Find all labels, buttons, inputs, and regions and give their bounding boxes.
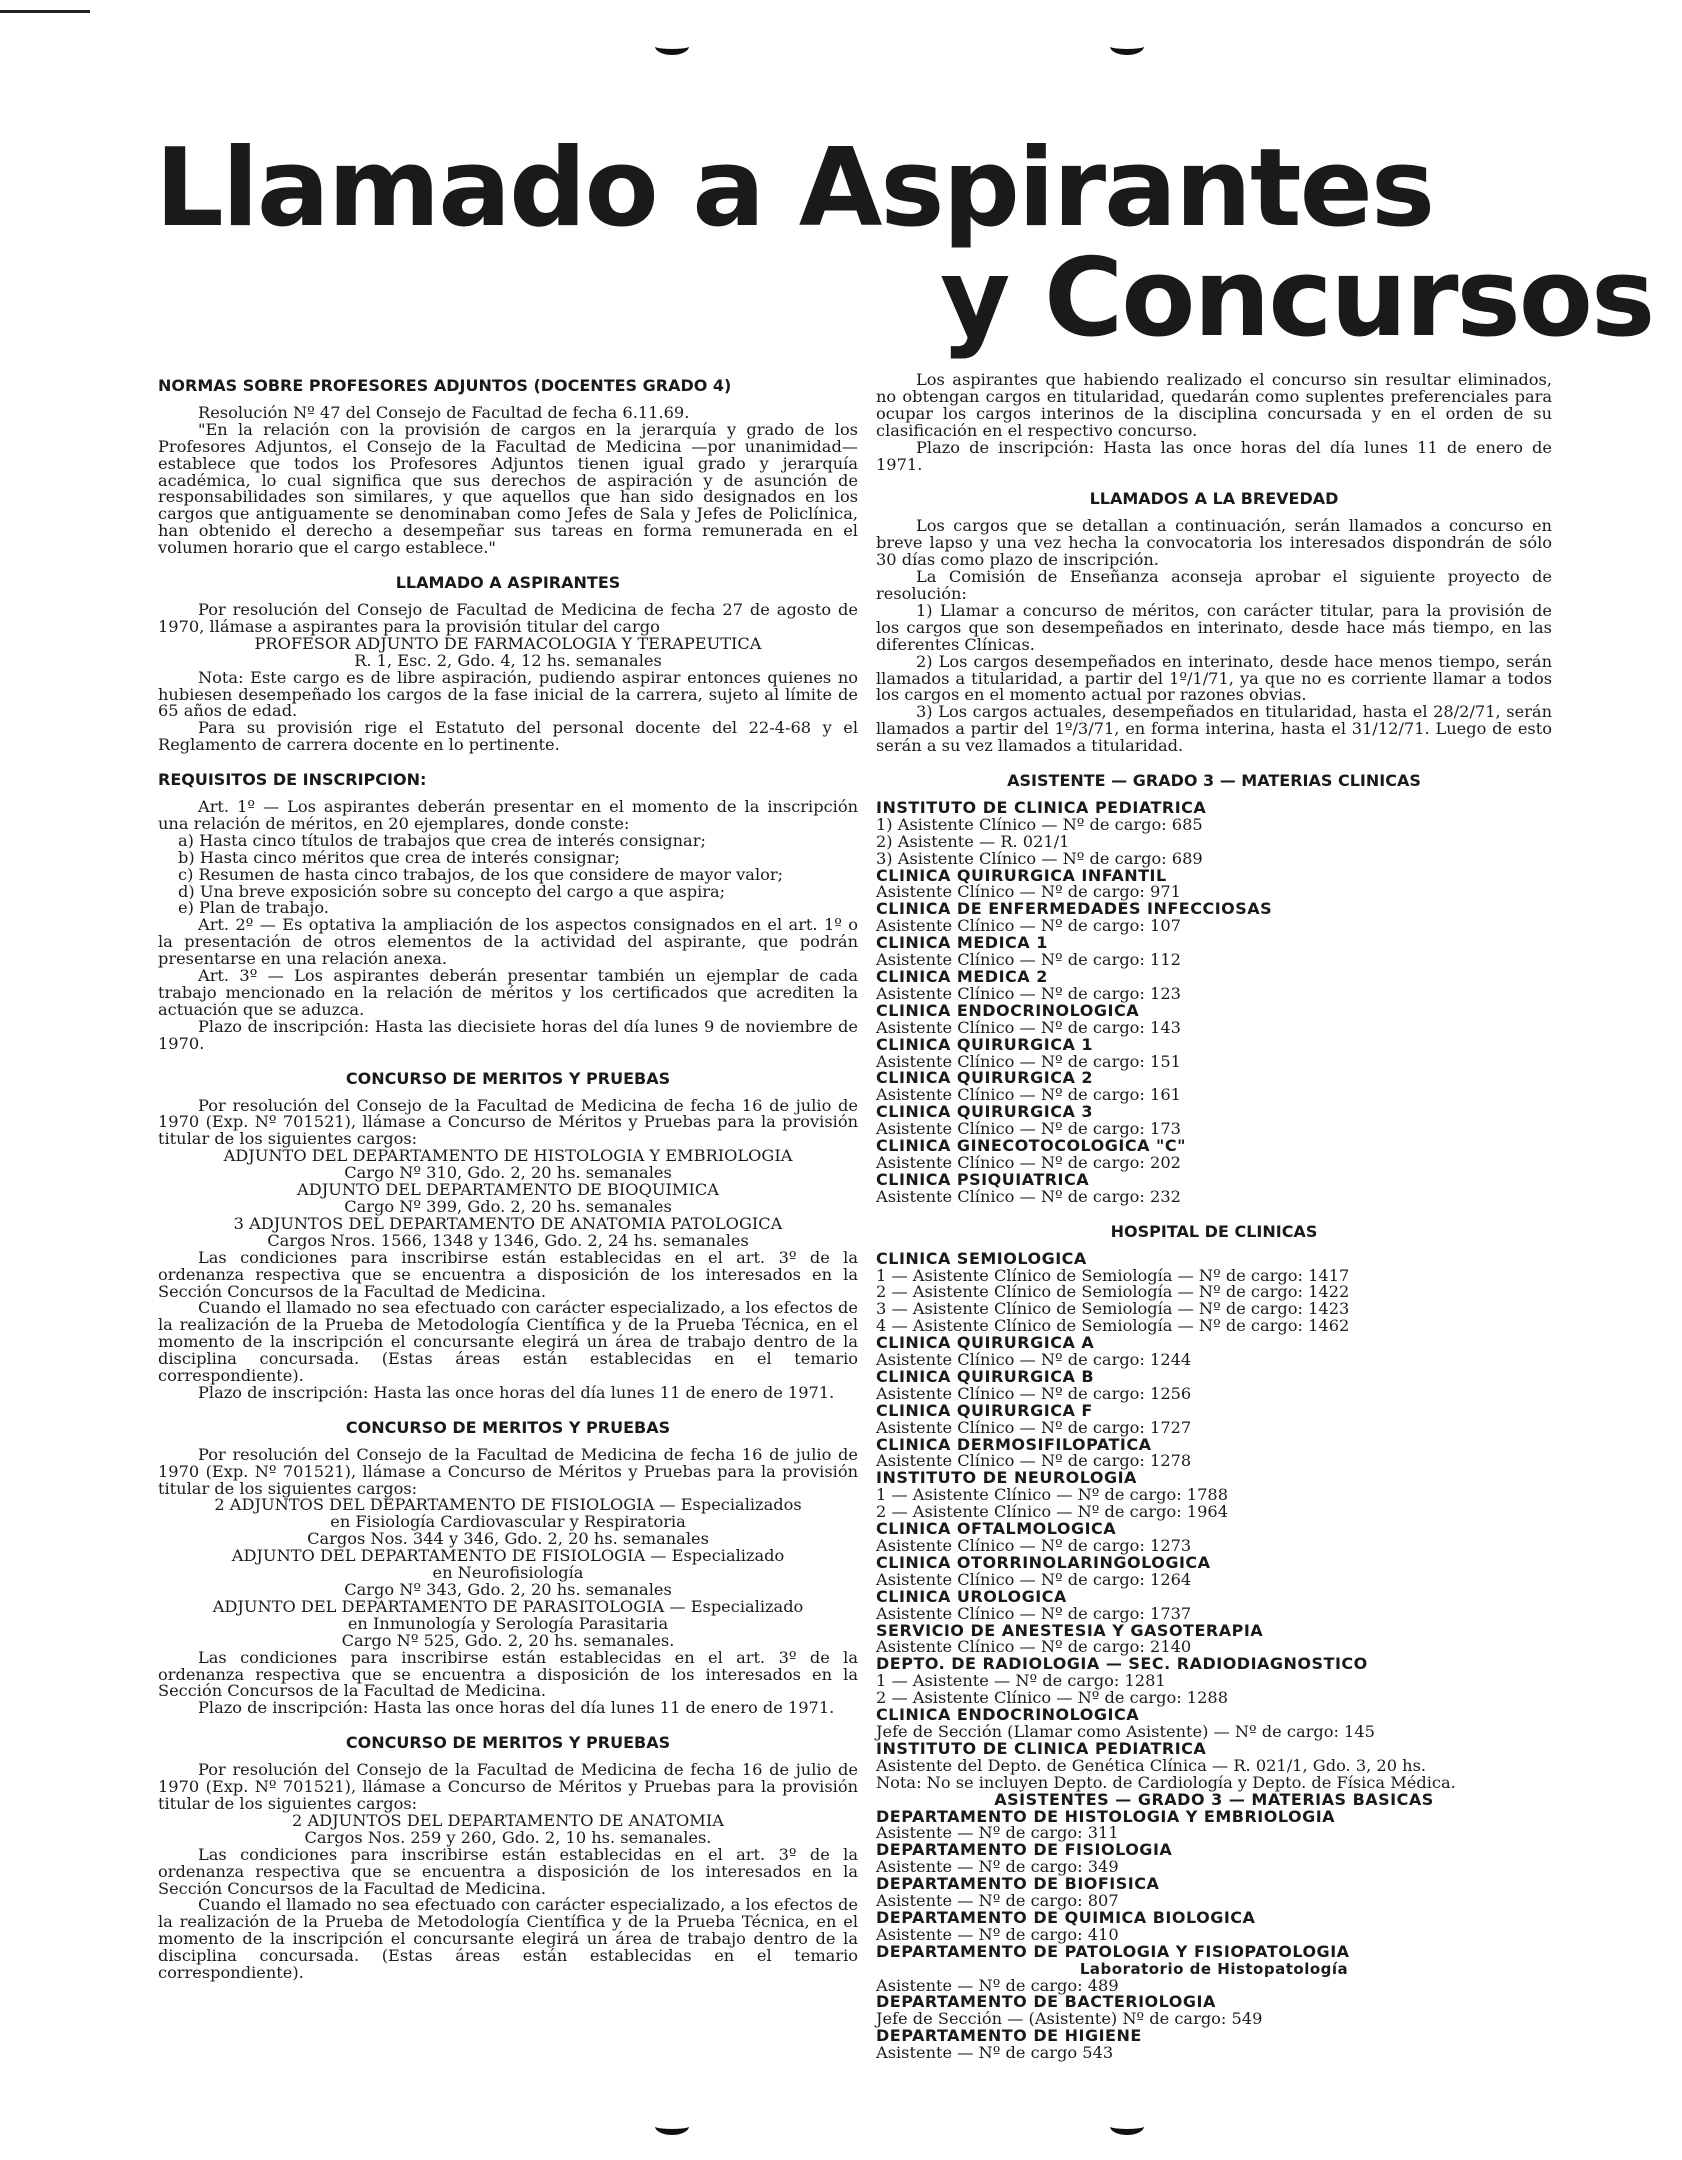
cargo-entry: Asistente Clínico — Nº de cargo: 1256 — [876, 1383, 1192, 1403]
llamado-cargo-detail: R. 1, Esc. 2, Gdo. 4, 12 hs. semanales — [354, 650, 662, 670]
normas-quote: "En la relación con la provisión de cargos en la jerarquía y grado de los Profesores Adjuntos, el Consejo de la Facultad de Medicina —por unanimidad— establece que todos los Profesores Adjuntos tienen igual grado y jerarquía académica, lo cual significa que sus derechos de aspiración y de asunción de responsabilidades son similares, y que aquellos que han sido designados en los cargos que antiguamente se denominaban como Jefes de Sala y Jefes de Policlínica, han obtenido el derecho a desempeñar sus tareas en forma remunerada en el volumen horario que el cargo establece." — [158, 419, 858, 558]
requisitos-art2: Art. 2º — Es optativa la ampliación de los aspectos consignados en el art. 1º o la presentación de otros elementos de la actividad del aspirante, que podrán presentarse en una relación anexa. — [158, 915, 858, 969]
department-name: CLINICA QUIRURGICA INFANTIL — [876, 865, 1167, 885]
cargo-entry: 2) Asistente — R. 021/1 — [876, 831, 1070, 851]
page-title-line-1: Llamado a Aspirantes — [155, 126, 1434, 251]
normas-heading: NORMAS SOBRE PROFESORES ADJUNTOS (DOCENTES GRADO 4) — [158, 376, 732, 395]
department-name: DEPARTAMENTO DE HIGIENE — [876, 2026, 1142, 2046]
department-name: CLINICA QUIRURGICA B — [876, 1366, 1095, 1386]
concurso-3-line: 2 ADJUNTOS DEL DEPARTAMENTO DE ANATOMIA — [292, 1810, 724, 1830]
cargo-entry: 4 — Asistente Clínico de Semiología — Nº de cargo: 1462 — [876, 1316, 1350, 1336]
concurso-2-line: en Inmunología y Serología Parasitaria — [347, 1613, 669, 1633]
concurso-2-line: ADJUNTO DEL DEPARTAMENTO DE FISIOLOGIA — Especializado — [231, 1546, 785, 1566]
cargo-entry: Nota: No se incluyen Depto. de Cardiología y Depto. de Física Médica. — [876, 1772, 1456, 1792]
concurso-3-condiciones: Las condiciones para inscribirse están establecidas en el art. 3º de la ordenanza respectiva que se encuentra a disposición de los interesados en la Sección Concursos de la Facultad de Medicina. — [158, 1844, 858, 1898]
cargo-entry: Jefe de Sección — (Asistente) Nº de cargo: 549 — [876, 2009, 1263, 2029]
cargo-entry: Asistente Clínico — Nº de cargo: 2140 — [876, 1637, 1192, 1657]
department-name: CLINICA MEDICA 1 — [876, 933, 1048, 953]
concurso-2-condiciones: Las condiciones para inscribirse están establecidas en el art. 3º de la ordenanza respectiva que se encuentra a disposición de los interesados en la Sección Concursos de la Facultad de Medicina. — [158, 1647, 858, 1701]
normas-resolution: Resolución Nº 47 del Consejo de Facultad de fecha 6.11.69. — [198, 402, 690, 422]
brevedad-paragraph: Los cargos que se detallan a continuación, serán llamados a concurso en breve lapso y una vez hecha la convocatoria los interesados dispondrán de sólo 30 días como plazo de inscripción. — [876, 516, 1552, 570]
department-name: CLINICA SEMIOLOGICA — [876, 1248, 1087, 1268]
department-name: DEPARTAMENTO DE BACTERIOLOGIA — [876, 1992, 1216, 2012]
department-name: CLINICA QUIRURGICA 3 — [876, 1102, 1094, 1122]
page-title-line-2: y Concursos — [940, 236, 1654, 361]
llamado-nota: Nota: Este cargo es de libre aspiración, pudiendo aspirar entonces quienes no hubiesen desempeñado los cargos de la fase inicial de la carrera, sujeto al límite de 65 años de edad. — [158, 667, 858, 721]
department-name: CLINICA ENDOCRINOLOGICA — [876, 1000, 1140, 1020]
cargo-entry: Asistente Clínico — Nº de cargo: 1737 — [876, 1603, 1192, 1623]
concurso-2-paragraph: Por resolución del Consejo de la Facultad de Medicina de fecha 16 de julio de 1970 (Exp. Nº 701521), llámase a Concurso de Méritos y Pruebas para la provisión titular de los siguientes cargos: — [158, 1444, 858, 1498]
concurso-1-line: ADJUNTO DEL DEPARTAMENTO DE BIOQUIMICA — [297, 1180, 719, 1200]
section-heading: ASISTENTES — GRADO 3 — MATERIAS BASICAS — [994, 1789, 1434, 1809]
department-name: DEPARTAMENTO DE QUIMICA BIOLOGICA — [876, 1907, 1256, 1927]
concurso-1-line: ADJUNTO DEL DEPARTAMENTO DE HISTOLOGIA Y EMBRIOLOGIA — [223, 1146, 793, 1166]
concurso-1-heading: CONCURSO DE MERITOS Y PRUEBAS — [345, 1068, 671, 1088]
concurso-2-line: ADJUNTO DEL DEPARTAMENTO DE PARASITOLOGIA — Especializado — [212, 1596, 804, 1616]
intro-suplentes: Los aspirantes que habiendo realizado el concurso sin resultar eliminados, no obtengan cargos en titularidad, quedarán como suplentes preferenciales para ocupar los cargos interinos de la disciplina concursada y en el orden de su clasificación en el respectivo concurso. — [876, 370, 1552, 440]
department-name: DEPARTAMENTO DE BIOFISICA — [876, 1874, 1160, 1894]
cargo-entry: Asistente Clínico — Nº de cargo: 1273 — [876, 1536, 1192, 1555]
cargo-entry: Asistente Clínico — Nº de cargo: 123 — [876, 983, 1181, 1003]
requisitos-item: c) Resumen de hasta cinco trabajos, de los que considere de mayor valor; — [178, 864, 784, 884]
registration-mark-top-right — [1110, 38, 1144, 55]
brevedad-paragraph: La Comisión de Enseñanza aconseja aprobar el siguiente proyecto de resolución: — [876, 567, 1552, 603]
concurso-2-heading: CONCURSO DE MERITOS Y PRUEBAS — [345, 1417, 671, 1437]
concurso-2-plazo: Plazo de inscripción: Hasta las once horas del día lunes 11 de enero de 1971. — [198, 1698, 835, 1718]
cargo-entry: Asistente — Nº de cargo: 410 — [876, 1924, 1119, 1944]
cargo-entry: Asistente Clínico — Nº de cargo: 1278 — [876, 1451, 1192, 1471]
department-name: CLINICA DE ENFERMEDADES INFECCIOSAS — [876, 899, 1273, 919]
department-name: CLINICA UROLOGICA — [876, 1586, 1067, 1606]
cargo-entry: Asistente Clínico — Nº de cargo: 143 — [876, 1017, 1181, 1037]
cargo-entry: Asistente Clínico — Nº de cargo: 1264 — [876, 1569, 1192, 1589]
concurso-1-line: Cargo Nº 310, Gdo. 2, 20 hs. semanales — [344, 1163, 672, 1183]
requisitos-plazo: Plazo de inscripción: Hasta las diecisiete horas del día lunes 9 de noviembre de 1970. — [158, 1016, 858, 1053]
brevedad-heading: LLAMADOS A LA BREVEDAD — [1089, 489, 1339, 509]
concurso-1-line: 3 ADJUNTOS DEL DEPARTAMENTO DE ANATOMIA PATOLOGICA — [233, 1213, 783, 1233]
cargo-entry: Asistente del Depto. de Genética Clínica — R. 021/1, Gdo. 3, 20 hs. — [876, 1755, 1427, 1775]
asistente-clinicas-heading: ASISTENTE — GRADO 3 — MATERIAS CLINICAS — [1007, 771, 1421, 791]
cargo-entry: 1 — Asistente — Nº de cargo: 1281 — [876, 1671, 1166, 1691]
brevedad-paragraph: 2) Los cargos desempeñados en interinato, desde hace menos tiempo, serán llamados a titularidad, a partir del 1º/1/71, ya que no es corriente llamar a todos los cargos en el momento actual por razones obvias. — [876, 651, 1552, 705]
department-name: CLINICA QUIRURGICA 1 — [876, 1034, 1094, 1054]
concurso-1-line: Cargo Nº 399, Gdo. 2, 20 hs. semanales — [344, 1196, 672, 1216]
requisitos-item: e) Plan de trabajo. — [178, 898, 329, 918]
cargo-entry: Asistente — Nº de cargo: 311 — [876, 1823, 1119, 1843]
sub-department-name: Laboratorio de Histopatología — [1079, 1959, 1349, 1978]
department-name: CLINICA MEDICA 2 — [876, 967, 1048, 986]
cargo-entry: 3 — Asistente Clínico de Semiología — Nº de cargo: 1423 — [876, 1299, 1350, 1319]
concurso-3-heading: CONCURSO DE MERITOS Y PRUEBAS — [345, 1733, 671, 1753]
brevedad-paragraph: 1) Llamar a concurso de méritos, con carácter titular, para la provisión de los cargos que son desempeñados en interinato, desde hace más tiempo, en las diferentes Clínicas. — [876, 600, 1552, 654]
intro-plazo: Plazo de inscripción: Hasta las once horas del día lunes 11 de enero de 1971. — [876, 437, 1552, 474]
cargo-entry: Jefe de Sección (Llamar como Asistente) — Nº de cargo: 145 — [876, 1721, 1375, 1741]
hospital-heading: HOSPITAL DE CLINICAS — [1110, 1221, 1318, 1241]
requisitos-item: d) Una breve exposición sobre su concepto del cargo a que aspira; — [178, 881, 726, 901]
cargo-entry: Asistente Clínico — Nº de cargo: 202 — [876, 1152, 1181, 1172]
concurso-2-line: en Fisiología Cardiovascular y Respiratoria — [330, 1512, 686, 1532]
department-name: CLINICA QUIRURGICA A — [876, 1333, 1095, 1353]
brevedad-paragraph: 3) Los cargos actuales, desempeñados en titularidad, hasta el 28/2/71, serán llamados a partir del 1º/3/71, en forma interina, hasta el 31/12/71. Luego de esto serán a su vez llamados a titularidad. — [876, 702, 1552, 756]
llamado-heading: LLAMADO A ASPIRANTES — [395, 573, 621, 593]
left-column — [158, 378, 858, 1982]
concurso-3-paragraph: Por resolución del Consejo de la Facultad de Medicina de fecha 16 de julio de 1970 (Exp. Nº 701521), llámase a Concurso de Méritos y Pruebas para la provisión titular de los siguientes cargos: — [158, 1760, 858, 1813]
concurso-1-paragraph: Por resolución del Consejo de la Facultad de Medicina de fecha 16 de julio de 1970 (Exp. Nº 701521), llámase a Concurso de Méritos y Pruebas para la provisión titular de los siguientes cargos: — [158, 1095, 858, 1149]
cargo-entry: Asistente Clínico — Nº de cargo: 107 — [876, 916, 1181, 936]
requisitos-art1: Art. 1º — Los aspirantes deberán presentar en el momento de la inscripción una relación de méritos, en 20 ejemplares, donde conste: — [158, 797, 858, 833]
department-name: CLINICA GINECOTOCOLOGICA "C" — [876, 1136, 1186, 1156]
cargo-entry: 1 — Asistente Clínico de Semiología — Nº de cargo: 1417 — [876, 1265, 1350, 1285]
llamado-cargo: PROFESOR ADJUNTO DE FARMACOLOGIA Y TERAPEUTICA — [254, 633, 762, 653]
top-rule — [0, 10, 90, 13]
cargo-entry: Asistente Clínico — Nº de cargo: 112 — [876, 950, 1181, 970]
department-name: SERVICIO DE ANESTESIA Y GASOTERAPIA — [876, 1620, 1264, 1640]
cargo-entry: Asistente Clínico — Nº de cargo: 151 — [876, 1051, 1181, 1071]
asistente-clinicas-list — [876, 797, 1552, 1206]
concurso-1-plazo: Plazo de inscripción: Hasta las once horas del día lunes 11 de enero de 1971. — [198, 1382, 835, 1402]
cargo-entry: 2 — Asistente Clínico — Nº de cargo: 1964 — [876, 1502, 1228, 1522]
concurso-2-line: 2 ADJUNTOS DEL DEPARTAMENTO DE FISIOLOGIA — Especializados — [214, 1495, 802, 1515]
registration-mark-bottom-right — [1110, 2118, 1144, 2135]
concurso-3-line: Cargos Nos. 259 y 260, Gdo. 2, 10 hs. semanales. — [304, 1827, 712, 1847]
department-name: DEPTO. DE RADIOLOGIA — SEC. RADIODIAGNOSTICO — [876, 1654, 1368, 1674]
cargo-entry: Asistente — Nº de cargo: 807 — [876, 1891, 1119, 1911]
department-name: CLINICA QUIRURGICA 2 — [876, 1068, 1094, 1088]
department-name: INSTITUTO DE NEUROLOGIA — [876, 1468, 1137, 1488]
requisitos-item: a) Hasta cinco títulos de trabajos que crea de interés consignar; — [178, 830, 706, 850]
concurso-2-line: Cargo Nº 525, Gdo. 2, 20 hs. semanales. — [341, 1630, 675, 1650]
llamado-paragraph: Por resolución del Consejo de Facultad de Medicina de fecha 27 de agosto de 1970, llámase a aspirantes para la provisión titular del cargo — [158, 599, 858, 636]
department-name: DEPARTAMENTO DE PATOLOGIA Y FISIOPATOLOGIA — [876, 1941, 1350, 1961]
concurso-2-line: Cargos Nos. 344 y 346, Gdo. 2, 20 hs. semanales — [307, 1529, 709, 1549]
cargo-entry: Asistente — Nº de cargo: 349 — [876, 1857, 1119, 1877]
cargo-entry: 2 — Asistente Clínico — Nº de cargo: 1288 — [876, 1688, 1228, 1708]
concurso-1-condiciones: Las condiciones para inscribirse están establecidas en el art. 3º de la ordenanza respectiva que se encuentra a disposición de los interesados en la Sección Concursos de la Facultad de Medicina. — [158, 1247, 858, 1301]
department-name: DEPARTAMENTO DE HISTOLOGIA Y EMBRIOLOGIA — [876, 1806, 1336, 1826]
cargo-entry: Asistente — Nº de cargo 543 — [876, 2043, 1114, 2063]
requisitos-item: b) Hasta cinco méritos que crea de interés consignar; — [178, 847, 620, 867]
llamado-estatuto: Para su provisión rige el Estatuto del personal docente del 22-4-68 y el Reglamento de carrera docente en lo pertinente. — [158, 718, 858, 755]
cargo-entry: 1) Asistente Clínico — Nº de cargo: 685 — [876, 814, 1203, 834]
requisitos-art3: Art. 3º — Los aspirantes deberán presentar también un ejemplar de cada trabajo mencionado en la relación de méritos y los certificados que acrediten la actuación que se aduzca. — [158, 966, 858, 1019]
department-name: CLINICA OFTALMOLOGICA — [876, 1519, 1117, 1539]
department-name: CLINICA PSIQUIATRICA — [876, 1169, 1090, 1189]
cargo-entry: Asistente Clínico — Nº de cargo: 232 — [876, 1186, 1181, 1206]
department-name: CLINICA QUIRURGICA F — [876, 1400, 1093, 1420]
department-name: INSTITUTO DE CLINICA PEDIATRICA — [876, 797, 1207, 817]
registration-mark-top-left — [655, 38, 689, 55]
concurso-1-especializado: Cuando el llamado no sea efectuado con carácter especializado, a los efectos de la realización de la Prueba de Metodología Científica y de la Prueba Técnica, en el momento de la inscripción el concursante elegirá un área de trabajo dentro de la disciplina concursada. (Estas áreas están establecidas en el temario correspondiente). — [158, 1298, 858, 1386]
concurso-1-line: Cargos Nros. 1566, 1348 y 1346, Gdo. 2, 24 hs. semanales — [267, 1230, 749, 1250]
registration-mark-bottom-left — [655, 2118, 689, 2135]
cargo-entry: 2 — Asistente Clínico de Semiología — Nº de cargo: 1422 — [876, 1282, 1350, 1302]
cargo-entry: Asistente Clínico — Nº de cargo: 1244 — [876, 1350, 1192, 1370]
concurso-2-line: en Neurofisiología — [432, 1563, 584, 1583]
cargo-entry: Asistente — Nº de cargo: 489 — [876, 1975, 1119, 1995]
cargo-entry: 1 — Asistente Clínico — Nº de cargo: 1788 — [876, 1485, 1228, 1505]
department-name: CLINICA OTORRINOLARINGOLOGICA — [876, 1552, 1211, 1572]
department-name: INSTITUTO DE CLINICA PEDIATRICA — [876, 1738, 1207, 1758]
cargo-entry: Asistente Clínico — Nº de cargo: 173 — [876, 1119, 1181, 1139]
cargo-entry: Asistente Clínico — Nº de cargo: 971 — [876, 882, 1181, 902]
cargo-entry: 3) Asistente Clínico — Nº de cargo: 689 — [876, 848, 1203, 868]
department-name: CLINICA ENDOCRINOLOGICA — [876, 1705, 1140, 1725]
right-column — [876, 372, 1552, 2062]
cargo-entry: Asistente Clínico — Nº de cargo: 161 — [876, 1085, 1181, 1105]
department-name: DEPARTAMENTO DE FISIOLOGIA — [876, 1840, 1173, 1860]
requisitos-heading: REQUISITOS DE INSCRIPCION: — [158, 770, 427, 790]
hospital-list — [876, 1248, 1552, 2063]
cargo-entry: Asistente Clínico — Nº de cargo: 1727 — [876, 1417, 1192, 1437]
concurso-3-especializado: Cuando el llamado no sea efectuado con carácter especializado, a los efectos de la realización de la Prueba de Metodología Científica y de la Prueba Técnica, en el momento de la inscripción el concursante elegirá un área de trabajo dentro de la disciplina concursada. (Estas áreas están establecidas en el temario correspondiente). — [158, 1895, 858, 1983]
concurso-2-line: Cargo Nº 343, Gdo. 2, 20 hs. semanales — [344, 1580, 672, 1599]
department-name: CLINICA DERMOSIFILOPATICA — [876, 1434, 1152, 1454]
